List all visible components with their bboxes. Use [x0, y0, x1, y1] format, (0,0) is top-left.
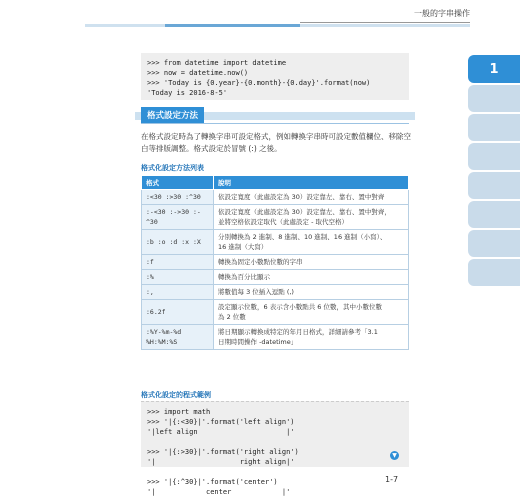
- code-line: '| right align|': [147, 458, 295, 466]
- code-line: >>> '|{:>30}|'.format('right align'): [147, 448, 299, 456]
- section-title: 格式設定方法: [141, 107, 204, 123]
- chapter-tab[interactable]: [468, 143, 520, 170]
- desc-cell: 將數值每 3 位插入逗點 (,): [214, 285, 409, 300]
- format-table: [141, 175, 409, 350]
- format-cell: :<30 :>30 :^30: [142, 190, 214, 205]
- table-row: [142, 285, 409, 300]
- format-cell: :%Y-%m-%d %H:%M:%S: [142, 325, 214, 350]
- code-line: >>> import math: [147, 408, 211, 416]
- format-cell: :6.2f: [142, 300, 214, 325]
- format-cell: :b :o :d :x :X: [142, 230, 214, 255]
- section-paragraph: 在格式設定時為了轉換字串可設定格式，例如轉換字串時可設定數值欄位、移除空白等排版調整。格式設定於冒號 (:) 之後。: [141, 132, 411, 153]
- table-caption: 格式化設定方法列表: [141, 164, 204, 172]
- chapter-tab[interactable]: [468, 114, 520, 141]
- code-line: '|left align |': [147, 428, 295, 436]
- header-rule: [300, 22, 470, 23]
- desc-cell: 設定顯示位數，6 表示含小數點共 6 位數，其中小數位數 為 2 位數: [214, 300, 409, 325]
- code-line: >>> now = datetime.now(): [147, 69, 249, 77]
- page-number: 1-7: [385, 475, 399, 484]
- chapter-tabs: [468, 55, 520, 288]
- code-line: >>> '|{:<30}|'.format('left align'): [147, 418, 295, 426]
- code-line: [147, 437, 409, 447]
- table-row: [142, 325, 409, 350]
- chapter-tab[interactable]: [468, 201, 520, 228]
- desc-cell: 轉換為固定小數點位數的字串: [214, 255, 409, 270]
- chapter-tab[interactable]: [468, 172, 520, 199]
- code-caption: 格式化設定的程式範例: [141, 391, 211, 399]
- desc-cell: 轉換為百分比顯示: [214, 270, 409, 285]
- chevron-down-circle-icon[interactable]: ▼: [390, 451, 399, 460]
- format-cell: :-<30 :->30 :-^30: [142, 205, 214, 230]
- desc-cell: 將日期顯示轉換成特定的年月日格式，詳細請參考「3.1 日期時間操作 -datetime」: [214, 325, 409, 350]
- format-cell: :,: [142, 285, 214, 300]
- table-row: [142, 205, 409, 230]
- top-rule-accent: [165, 24, 300, 27]
- section-rule: [141, 123, 409, 124]
- chapter-tab[interactable]: [468, 230, 520, 257]
- desc-cell: 依設定寬度（此處設定為 30）設定靠左、靠右、置中對齊， 並將空格依設定取代（此處設定 - 取代空格）: [214, 205, 409, 230]
- chapter-tab-active[interactable]: 1: [468, 55, 520, 83]
- code-line: >>> '|{:^30}|'.format('center'): [147, 478, 278, 486]
- table-row: [142, 190, 409, 205]
- code-line: >>> 'Today is {0.year}-{0.month}-{0.day}'.format(now): [147, 79, 371, 87]
- column-header-format: 格式: [142, 176, 214, 190]
- code-line: [147, 467, 409, 477]
- desc-cell: 依設定寬度（此處設定為 30）設定靠左、靠右、置中對齊: [214, 190, 409, 205]
- desc-cell: 分別轉換為 2 進制、8 進制、10 進制、16 進制（小寫）、 16 進制（大寫）: [214, 230, 409, 255]
- column-header-desc: 說明: [214, 176, 409, 190]
- chapter-tab[interactable]: [468, 259, 520, 286]
- code-line: '| center |': [147, 488, 291, 496]
- table-row: [142, 270, 409, 285]
- table-header-row: [142, 176, 409, 190]
- code-line: >>> from datetime import datetime: [147, 59, 287, 67]
- code-block-datetime: [141, 53, 409, 100]
- table-row: [142, 230, 409, 255]
- chapter-tab[interactable]: [468, 85, 520, 112]
- format-cell: :%: [142, 270, 214, 285]
- table-row: [142, 255, 409, 270]
- table-row: [142, 300, 409, 325]
- code-line: 'Today is 2016-8-5': [147, 89, 228, 97]
- chapter-title: 一般的字串操作: [414, 9, 470, 18]
- format-cell: :f: [142, 255, 214, 270]
